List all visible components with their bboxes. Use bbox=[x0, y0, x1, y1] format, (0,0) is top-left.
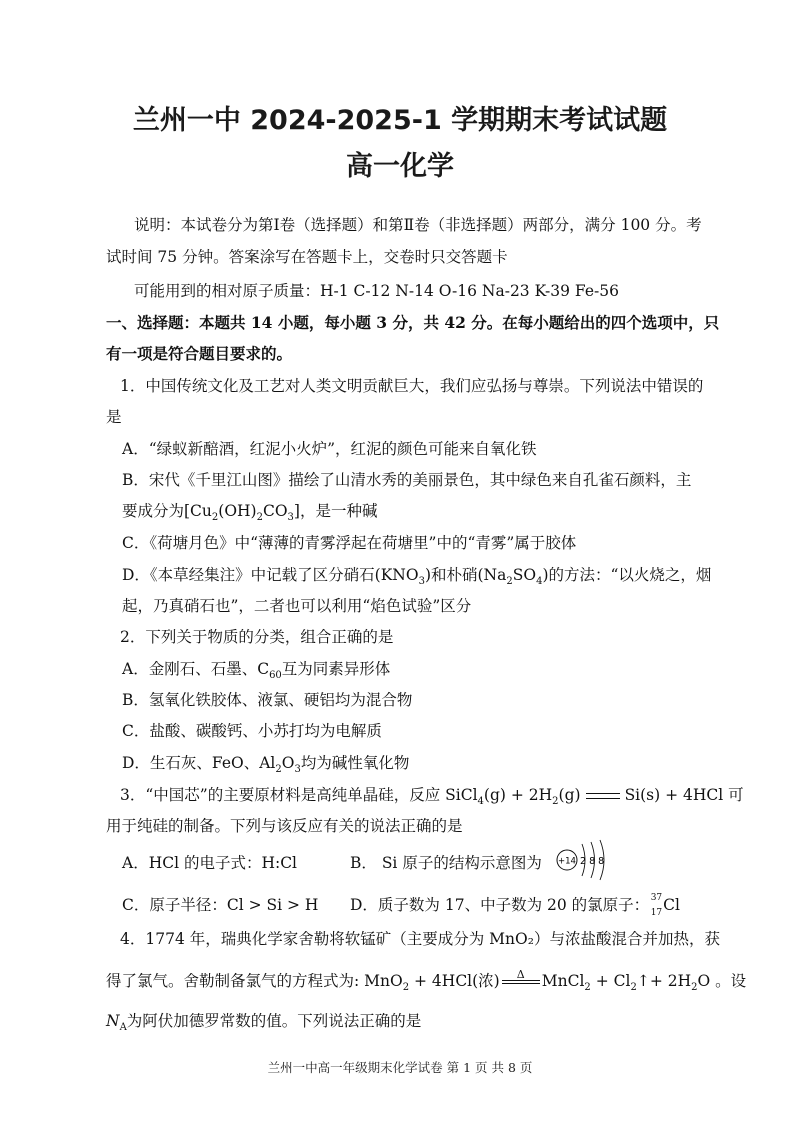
chlorine-isotope-notation: 37 17 bbox=[650, 893, 663, 918]
si-atom-structure-diagram bbox=[555, 838, 615, 882]
heating-reaction-arrow: Δ bbox=[502, 980, 540, 984]
equals-double-line bbox=[586, 793, 620, 799]
nucleus-charge: +14 bbox=[558, 856, 576, 867]
exam-title: 兰州一中 2024-2025-1 学期期末考试试题 bbox=[132, 105, 668, 136]
exam-subject: 高一化学 bbox=[346, 151, 454, 182]
exam-page: 兰州一中 2024-2025-1 学期期末考试试题 高一化学 说明：本试卷分为第Ⅰ卷（选择题）和第Ⅱ卷（非选择题）两部分，满分 100 分。考 试时间 75 分钟。答案涂写在答题卡上，交卷时只交答题卡 可能用到的相对原子质量：H-1 C-12 N-14 O-16 Na-23 K-39 Fe-56 一、选择题：本题共 14 小题，每小题 3 分，共 42 分。在每小题给出的四个选项中，只 有一项是符合题目要求的。 1．中国传统文化及工艺对人类文明贡献巨大，我们应弘扬与尊崇。下列说法中错误的 是 A．“绿蚁新醅酒，红泥小火炉”，红泥的颜色可能来自氧化铁 B．宋代《千里江山图》描绘了山清水秀的美丽景色，其中绿色来自孔雀石颜料，主 要成分为$[Cu_2(OH)_2CO_3]$，是一种碱 C．《荷塘月色》中“薄薄的青雾浮起在荷塘里”中的“青雾”属于胶体 D．《本草经集注》中记载了区分硝石$(KNO_3)$和朴硝$(Na_2SO_4)$的方法：“以火烧之，烟 起，乃真硝石也”，二者也可以利用“焰色试验”区分 2．下列关于物质的分类，组合正确的是 A．金刚石、石墨、$C_{60}$互为同素异形体 B．氢氧化铁胶体、液氯、硬铝均为混合物 C．盐酸、碳酸钙、小苏打均为电解质 D．生石灰、FeO、$Al_2O_3$均为碱性氧化物 3．“中国芯”的主要原材料是高纯单晶硅，反应 SiCl$_4$(g) + $2H_2(g) Si(s) + 4HCl$ 可 用于纯硅的制备。下列与该反应有关的说法正确的是 A．HCl 的电子式：H:Cl B． Si 原子的结构示意图为 +14 2 8 8 C．原子半径：Cl > Si > H D．质子数为 17、中子数为 20 的氯原子： 37 17 Cl 4．1774 年，瑞典化学家舍勒将软锰矿（主要成分为 MnO₂）与浓盐酸混合并加热，获 得了氯气。舍勒制备氯气的方程式为: MnO$_2$ + 4HCl(浓) Δ MnCl$_2$ + $Cl_2↑+ 2H_2O$ 。设 $N_A$为阿伏加德罗常数的值。下列说法正确的是 兰州一中高一年级期末化学试卷 第 1 页 共 8 页 bbox=[0, 0, 800, 1131]
shell-electron-counts: 2 8 8 bbox=[580, 856, 605, 867]
page-footer: 兰州一中高一年级期末化学试卷 第 1 页 共 8 页 bbox=[267, 1060, 533, 1075]
q3-option-a: A．HCl 的电子式：H:Cl bbox=[122, 854, 298, 872]
q3-option-c: C．原子半径：Cl > Si > H bbox=[122, 896, 319, 914]
q3-option-b: B． Si 原子的结构示意图为 bbox=[350, 854, 542, 872]
q3-option-d: D．质子数为 17、中子数为 20 的氯原子： 37 17 Cl bbox=[350, 893, 680, 918]
